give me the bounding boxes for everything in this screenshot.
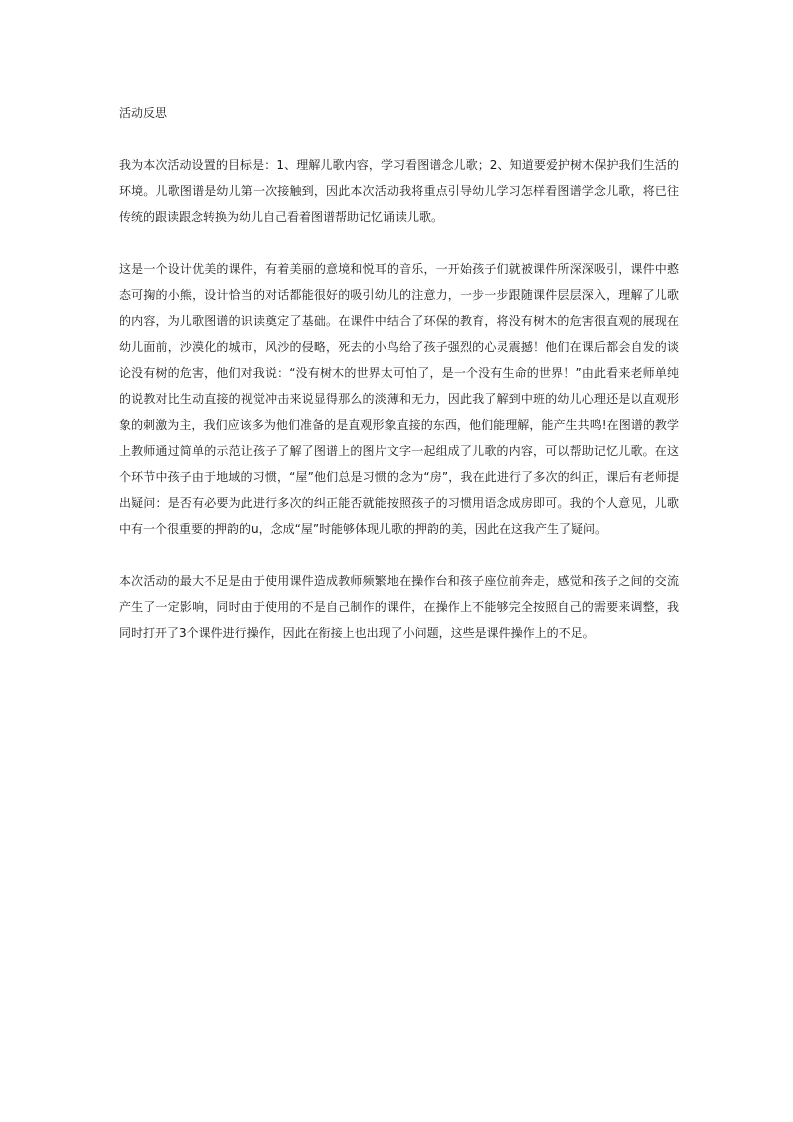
paragraph-courseware: 这是一个设计优美的课件，有着美丽的意境和悦耳的音乐，一开始孩子们就被课件所深深吸引，课件中憨态可掬的小熊，设计恰当的对话都能很好的吸引幼儿的注意力，一步一步跟随课件层层深入，理解了儿歌的内容，为儿歌图谱的识读奠定了基础。在课件中结合了环保的教育，将没有树木的危害很直观的展现在幼儿面前，沙漠化的城市，风沙的侵略，死去的小鸟给了孩子强烈的心灵震撼！他们在课后都会自发的谈论没有树的危害，他们对我说：“没有树木的世界太可怕了，是一个没有生命的世界！”由此看来老师单纯的说教对比生动直接的视觉冲击来说显得那么的淡薄和无力，因此我了解到中班的幼儿心理还是以直观形象的刺激为主，我们应该多为他们准备的是直观形象直接的东西，他们能理解，能产生共鸣!在图谱的教学上教师通过简单的示范让孩子了解了图谱上的图片文字一起组成了儿歌的内容，可以帮助记忆儿歌。在这个环节中孩子由于地域的习惯，“屋”他们总是习惯的念为“房”，我在此进行了多次的纠正，课后有老师提出疑问：是否有必要为此进行多次的纠正能否就能按照孩子的习惯用语念成房即可。我的个人意见，儿歌中有一个很重要的押韵的u，念成“屋”时能够体现儿歌的押韵的美，因此在这我产生了疑问。 (119, 262, 679, 536)
document-body (119, 100, 679, 672)
paragraph-goals: 我为本次活动设置的目标是：1、理解儿歌内容，学习看图谱念儿歌；2、知道要爱护树木保护我们生活的环境。儿歌图谱是幼儿第一次接触到，因此本次活动我将重点引导幼儿学习怎样看图谱学念儿歌，将已往传统的跟读跟念转换为幼儿自己看着图谱帮助记忆诵读儿歌。 (119, 158, 679, 224)
paragraph-shortcomings: 本次活动的最大不足是由于使用课件造成教师频繁地在操作台和孩子座位前奔走，感觉和孩子之间的交流产生了一定影响，同时由于使用的不是自己制作的课件，在操作上不能够完全按照自己的需要来调整，我同时打开了3个课件进行操作，因此在衔接上也出现了小问题，这些是课件操作上的不足。 (119, 574, 679, 640)
document-title: 活动反思 (119, 106, 168, 120)
